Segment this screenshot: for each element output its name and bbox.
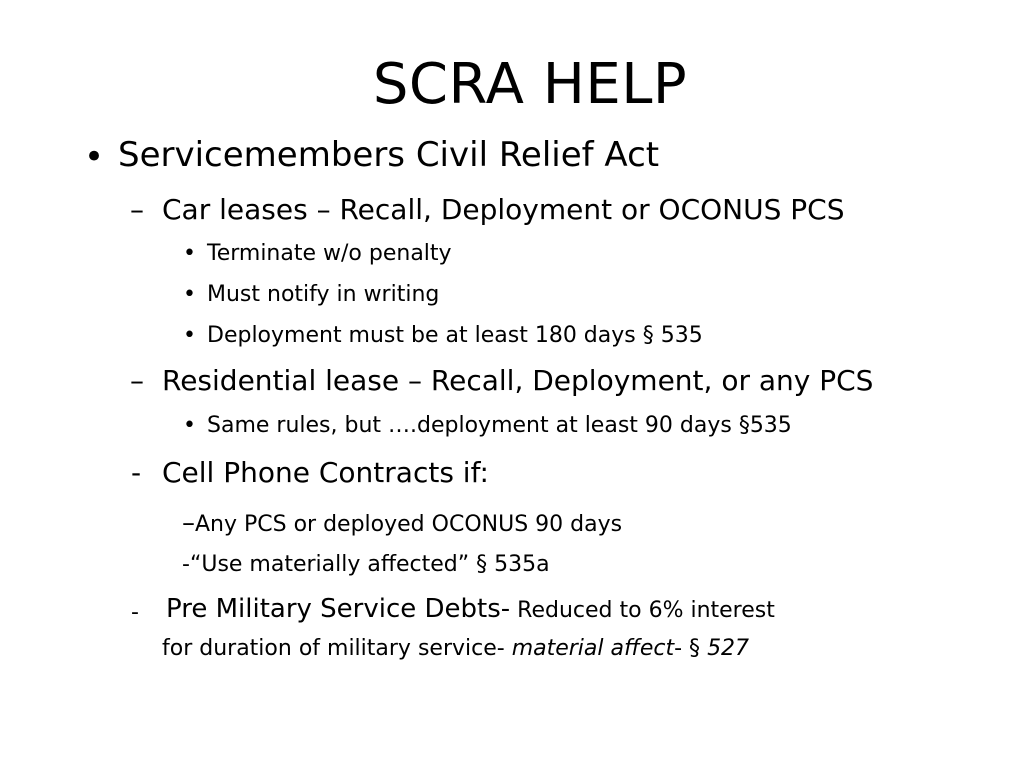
debts-line-2-mid: - § bbox=[674, 636, 708, 661]
hyphen-bullet: - bbox=[131, 456, 142, 489]
bullet-dot: • bbox=[84, 137, 105, 177]
bullet-dot: • bbox=[183, 282, 196, 307]
item-scra: Servicemembers Civil Relief Act bbox=[118, 135, 660, 175]
slide-title: SCRA HELP bbox=[372, 52, 688, 117]
dash-bullet: – bbox=[130, 364, 144, 397]
cell-sub-1-text: Any PCS or deployed OCONUS 90 days bbox=[195, 512, 623, 537]
debts-section-number: 527 bbox=[707, 636, 750, 661]
bullet-dot: • bbox=[183, 323, 196, 348]
car-point-2: Must notify in writing bbox=[207, 282, 440, 307]
debts-line-1 bbox=[166, 594, 775, 624]
hyphen-bullet: - bbox=[131, 600, 139, 625]
bullet-dot: • bbox=[183, 413, 196, 438]
residential-point-1: Same rules, but ….deployment at least 90 days §535 bbox=[207, 413, 792, 438]
bullet-dot: • bbox=[183, 241, 196, 266]
dash-bullet: – bbox=[130, 193, 144, 226]
cell-sub-1-dash: – bbox=[182, 508, 195, 538]
debts-material-affect: material affect bbox=[511, 636, 675, 661]
cell-sub-1 bbox=[182, 508, 622, 538]
cell-sub-2: -“Use materially affected” § 535a bbox=[182, 552, 550, 577]
debts-heading: Pre Military Service Debts- bbox=[166, 594, 511, 624]
debts-detail: Reduced to 6% interest bbox=[510, 598, 775, 623]
debts-line-2-prefix: for duration of military service- bbox=[162, 636, 512, 661]
cell-heading: Cell Phone Contracts if: bbox=[162, 456, 489, 489]
car-point-3: Deployment must be at least 180 days § 535 bbox=[207, 323, 703, 348]
residential-heading: Residential lease – Recall, Deployment, or any PCS bbox=[162, 364, 874, 397]
debts-line-2 bbox=[162, 636, 749, 661]
car-point-1: Terminate w/o penalty bbox=[207, 241, 452, 266]
car-leases-heading: Car leases – Recall, Deployment or OCONUS PCS bbox=[162, 193, 845, 226]
